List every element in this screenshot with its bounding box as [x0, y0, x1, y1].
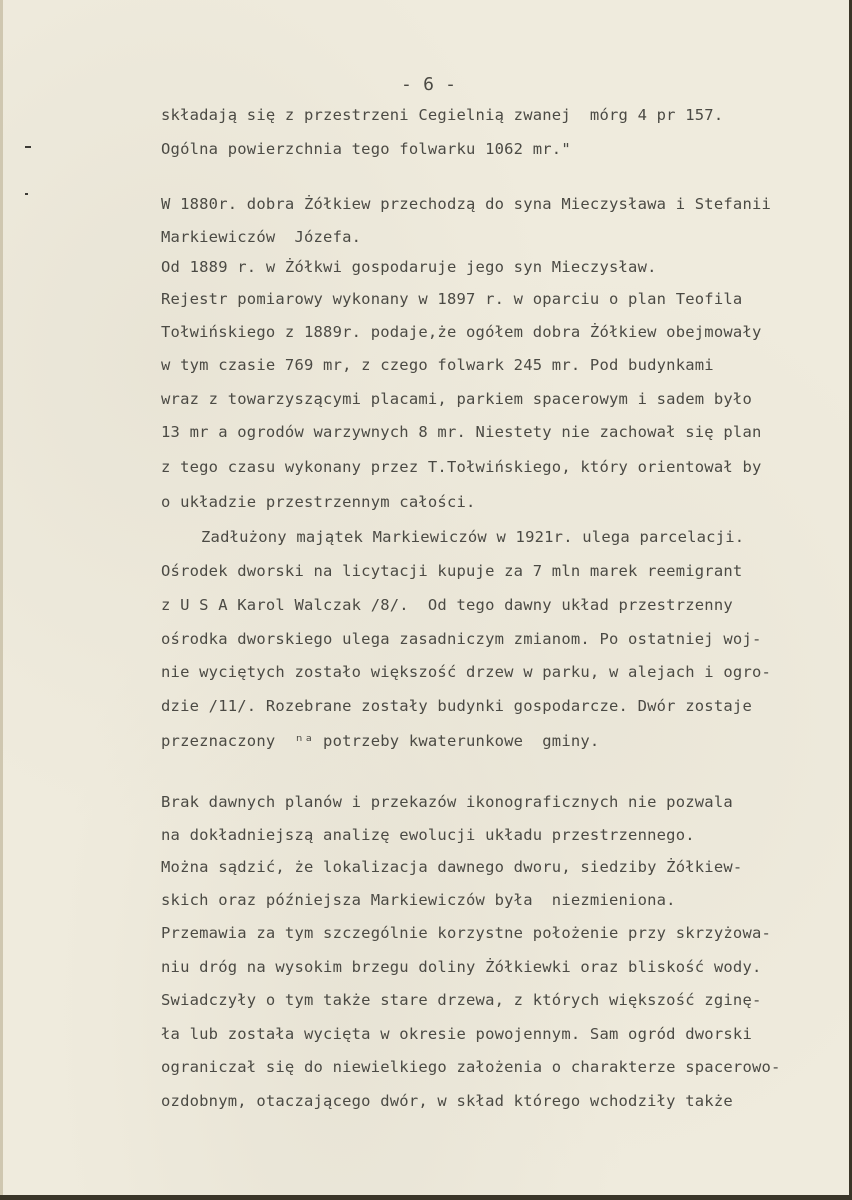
scan-edge-bottom: [0, 1195, 852, 1200]
text-line: Markiewiczów Józefa.: [161, 228, 362, 246]
text-line: Rejestr pomiarowy wykonany w 1897 r. w oparciu o plan Teofila: [161, 290, 743, 308]
margin-mark: [25, 146, 31, 148]
text-line: ła lub została wycięta w okresie powojennym. Sam ogród dworski: [161, 1025, 752, 1043]
text-line: Ogólna powierzchnia tego folwarku 1062 mr.": [161, 140, 571, 158]
text-line: Tołwińskiego z 1889r. podaje,że ogółem dobra Żółkiew obejmowały: [161, 323, 762, 341]
text-line: Od 1889 r. w Żółkwi gospodaruje jego syn Mieczysław.: [161, 258, 657, 276]
margin-mark: [25, 193, 28, 195]
text-line: ograniczał się do niewielkiego założenia o charakterze spacerowo-: [161, 1058, 781, 1076]
text-line: o układzie przestrzennym całości.: [161, 493, 476, 511]
text-line: nie wyciętych zostało większość drzew w parku, w alejach i ogro-: [161, 663, 772, 681]
page-number: - 6 -: [401, 74, 457, 95]
text-line: Przemawia za tym szczególnie korzystne położenie przy skrzyżowa-: [161, 924, 772, 942]
text-line: Swiadczyły o tym także stare drzewa, z których większość zginę-: [161, 991, 762, 1009]
text-line: niu dróg na wysokim brzegu doliny Żółkiewki oraz bliskość wody.: [161, 958, 762, 976]
text-line: 13 mr a ogrodów warzywnych 8 mr. Niestety nie zachował się plan: [161, 423, 762, 441]
text-line: ośrodka dworskiego ulega zasadniczym zmianom. Po ostatniej woj-: [161, 630, 762, 648]
text-line: w tym czasie 769 mr, z czego folwark 245 mr. Pod budynkami: [161, 356, 714, 374]
text-line: dzie /11/. Rozebrane zostały budynki gospodarcze. Dwór zostaje: [161, 697, 752, 715]
text-line: W 1880r. dobra Żółkiew przechodzą do syna Mieczysława i Stefanii: [161, 195, 772, 213]
text-line: przeznaczony ⁿᵃ potrzeby kwaterunkowe gminy.: [161, 732, 600, 750]
text-line: składają się z przestrzeni Cegielnią zwanej mórg 4 pr 157.: [161, 106, 724, 124]
text-line: Brak dawnych planów i przekazów ikonograficznych nie pozwala: [161, 793, 733, 811]
text-line: z tego czasu wykonany przez T.Tołwińskiego, który orientował by: [161, 458, 762, 476]
text-line: ozdobnym, otaczającego dwór, w skład którego wchodziły także: [161, 1092, 733, 1110]
text-line: skich oraz późniejsza Markiewiczów była niezmieniona.: [161, 891, 676, 909]
text-line: Można sądzić, że lokalizacja dawnego dworu, siedziby Żółkiew-: [161, 858, 743, 876]
text-line: wraz z towarzyszącymi placami, parkiem spacerowym i sadem było: [161, 390, 752, 408]
text-line: z U S A Karol Walczak /8/. Od tego dawny układ przestrzenny: [161, 596, 733, 614]
text-line: Ośrodek dworski na licytacji kupuje za 7 mln marek reemigrant: [161, 562, 743, 580]
text-line: na dokładniejszą analizę ewolucji układu przestrzennego.: [161, 826, 695, 844]
text-line: Zadłużony majątek Markiewiczów w 1921r. ulega parcelacji.: [201, 528, 745, 546]
